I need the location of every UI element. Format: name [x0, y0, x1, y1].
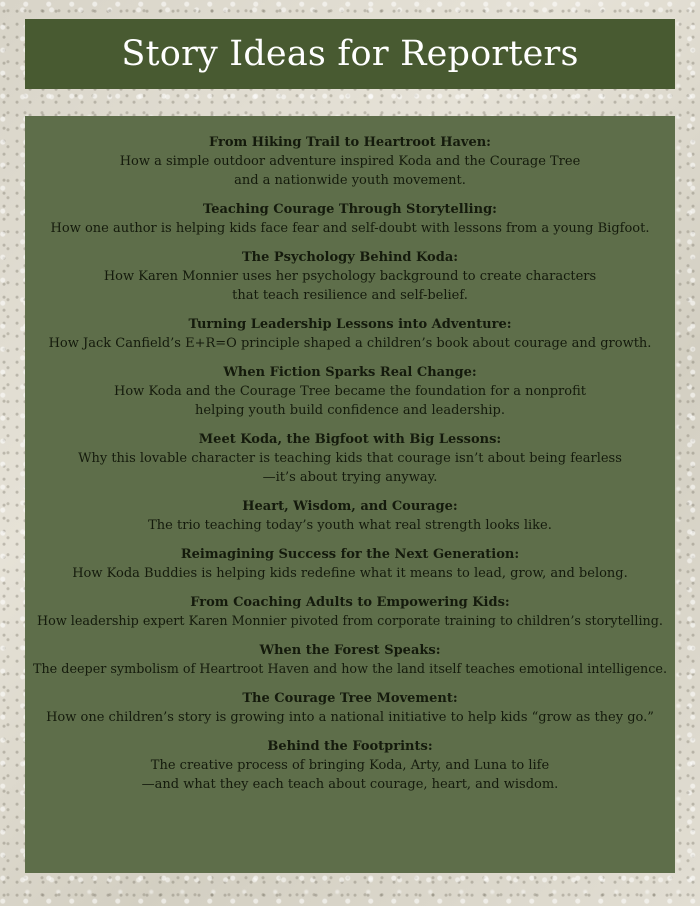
story-idea	[25, 545, 675, 583]
story-idea	[25, 593, 675, 631]
story-idea	[25, 315, 675, 353]
story-idea-heading: Turning Leadership Lessons into Adventure:	[188, 317, 512, 332]
story-idea-description: that teach resilience and self-belief.	[232, 288, 468, 303]
story-idea	[25, 363, 675, 420]
story-idea	[25, 689, 675, 727]
story-idea-heading: The Psychology Behind Koda:	[241, 250, 459, 265]
story-idea-description: Why this lovable character is teaching kids that courage isn’t about being fearless	[78, 451, 622, 466]
story-idea	[25, 200, 675, 238]
story-idea-description: —and what they each teach about courage, heart, and wisdom.	[141, 777, 559, 792]
story-idea-description: The trio teaching today’s youth what real strength looks like.	[148, 518, 552, 533]
story-idea	[25, 641, 675, 679]
story-idea-description: helping youth build confidence and leadership.	[195, 403, 505, 418]
story-idea-heading: Reimagining Success for the Next Generation:	[180, 547, 520, 562]
story-idea-description: How one author is helping kids face fear and self-doubt with lessons from a young Bigfoot.	[50, 221, 650, 236]
story-idea-heading: From Coaching Adults to Empowering Kids:	[190, 595, 510, 610]
story-ideas-panel	[25, 116, 675, 873]
story-idea-description: How Karen Monnier uses her psychology background to create characters	[103, 269, 597, 284]
story-idea-description: How Jack Canfield’s E+R=O principle shaped a children’s book about courage and growth.	[48, 336, 652, 351]
story-idea-description: How one children’s story is growing into a national initiative to help kids “grow as they go.”	[46, 710, 654, 725]
story-idea-description: How Koda Buddies is helping kids redefine what it means to lead, grow, and belong.	[72, 566, 628, 581]
story-idea-heading: When the Forest Speaks:	[259, 643, 441, 658]
story-idea-heading: Meet Koda, the Bigfoot with Big Lessons:	[198, 432, 502, 447]
story-idea-description: How a simple outdoor adventure inspired Koda and the Courage Tree	[119, 154, 581, 169]
story-idea	[25, 133, 675, 190]
story-idea	[25, 248, 675, 305]
story-idea-description: and a nationwide youth movement.	[234, 173, 466, 188]
story-idea	[25, 737, 675, 794]
title-banner	[25, 19, 675, 89]
story-idea-heading: When Fiction Sparks Real Change:	[223, 365, 477, 380]
story-idea-description: The creative process of bringing Koda, Arty, and Luna to life	[150, 758, 550, 773]
story-idea-heading: Behind the Footprints:	[267, 739, 433, 754]
story-idea-heading: Heart, Wisdom, and Courage:	[242, 499, 458, 514]
page-title: Story Ideas for Reporters	[121, 34, 579, 74]
story-idea-description: How leadership expert Karen Monnier pivoted from corporate training to children’s storytelling.	[37, 614, 663, 629]
story-idea-heading: The Courage Tree Movement:	[242, 691, 458, 706]
story-idea	[25, 430, 675, 487]
story-idea-description: —it’s about trying anyway.	[262, 470, 438, 485]
story-idea-description: The deeper symbolism of Heartroot Haven and how the land itself teaches emotional intelligence.	[32, 662, 668, 677]
story-idea-heading: Teaching Courage Through Storytelling:	[203, 202, 497, 217]
story-idea-description: How Koda and the Courage Tree became the foundation for a nonprofit	[114, 384, 586, 399]
story-idea	[25, 497, 675, 535]
story-idea-heading: From Hiking Trail to Heartroot Haven:	[209, 135, 491, 150]
